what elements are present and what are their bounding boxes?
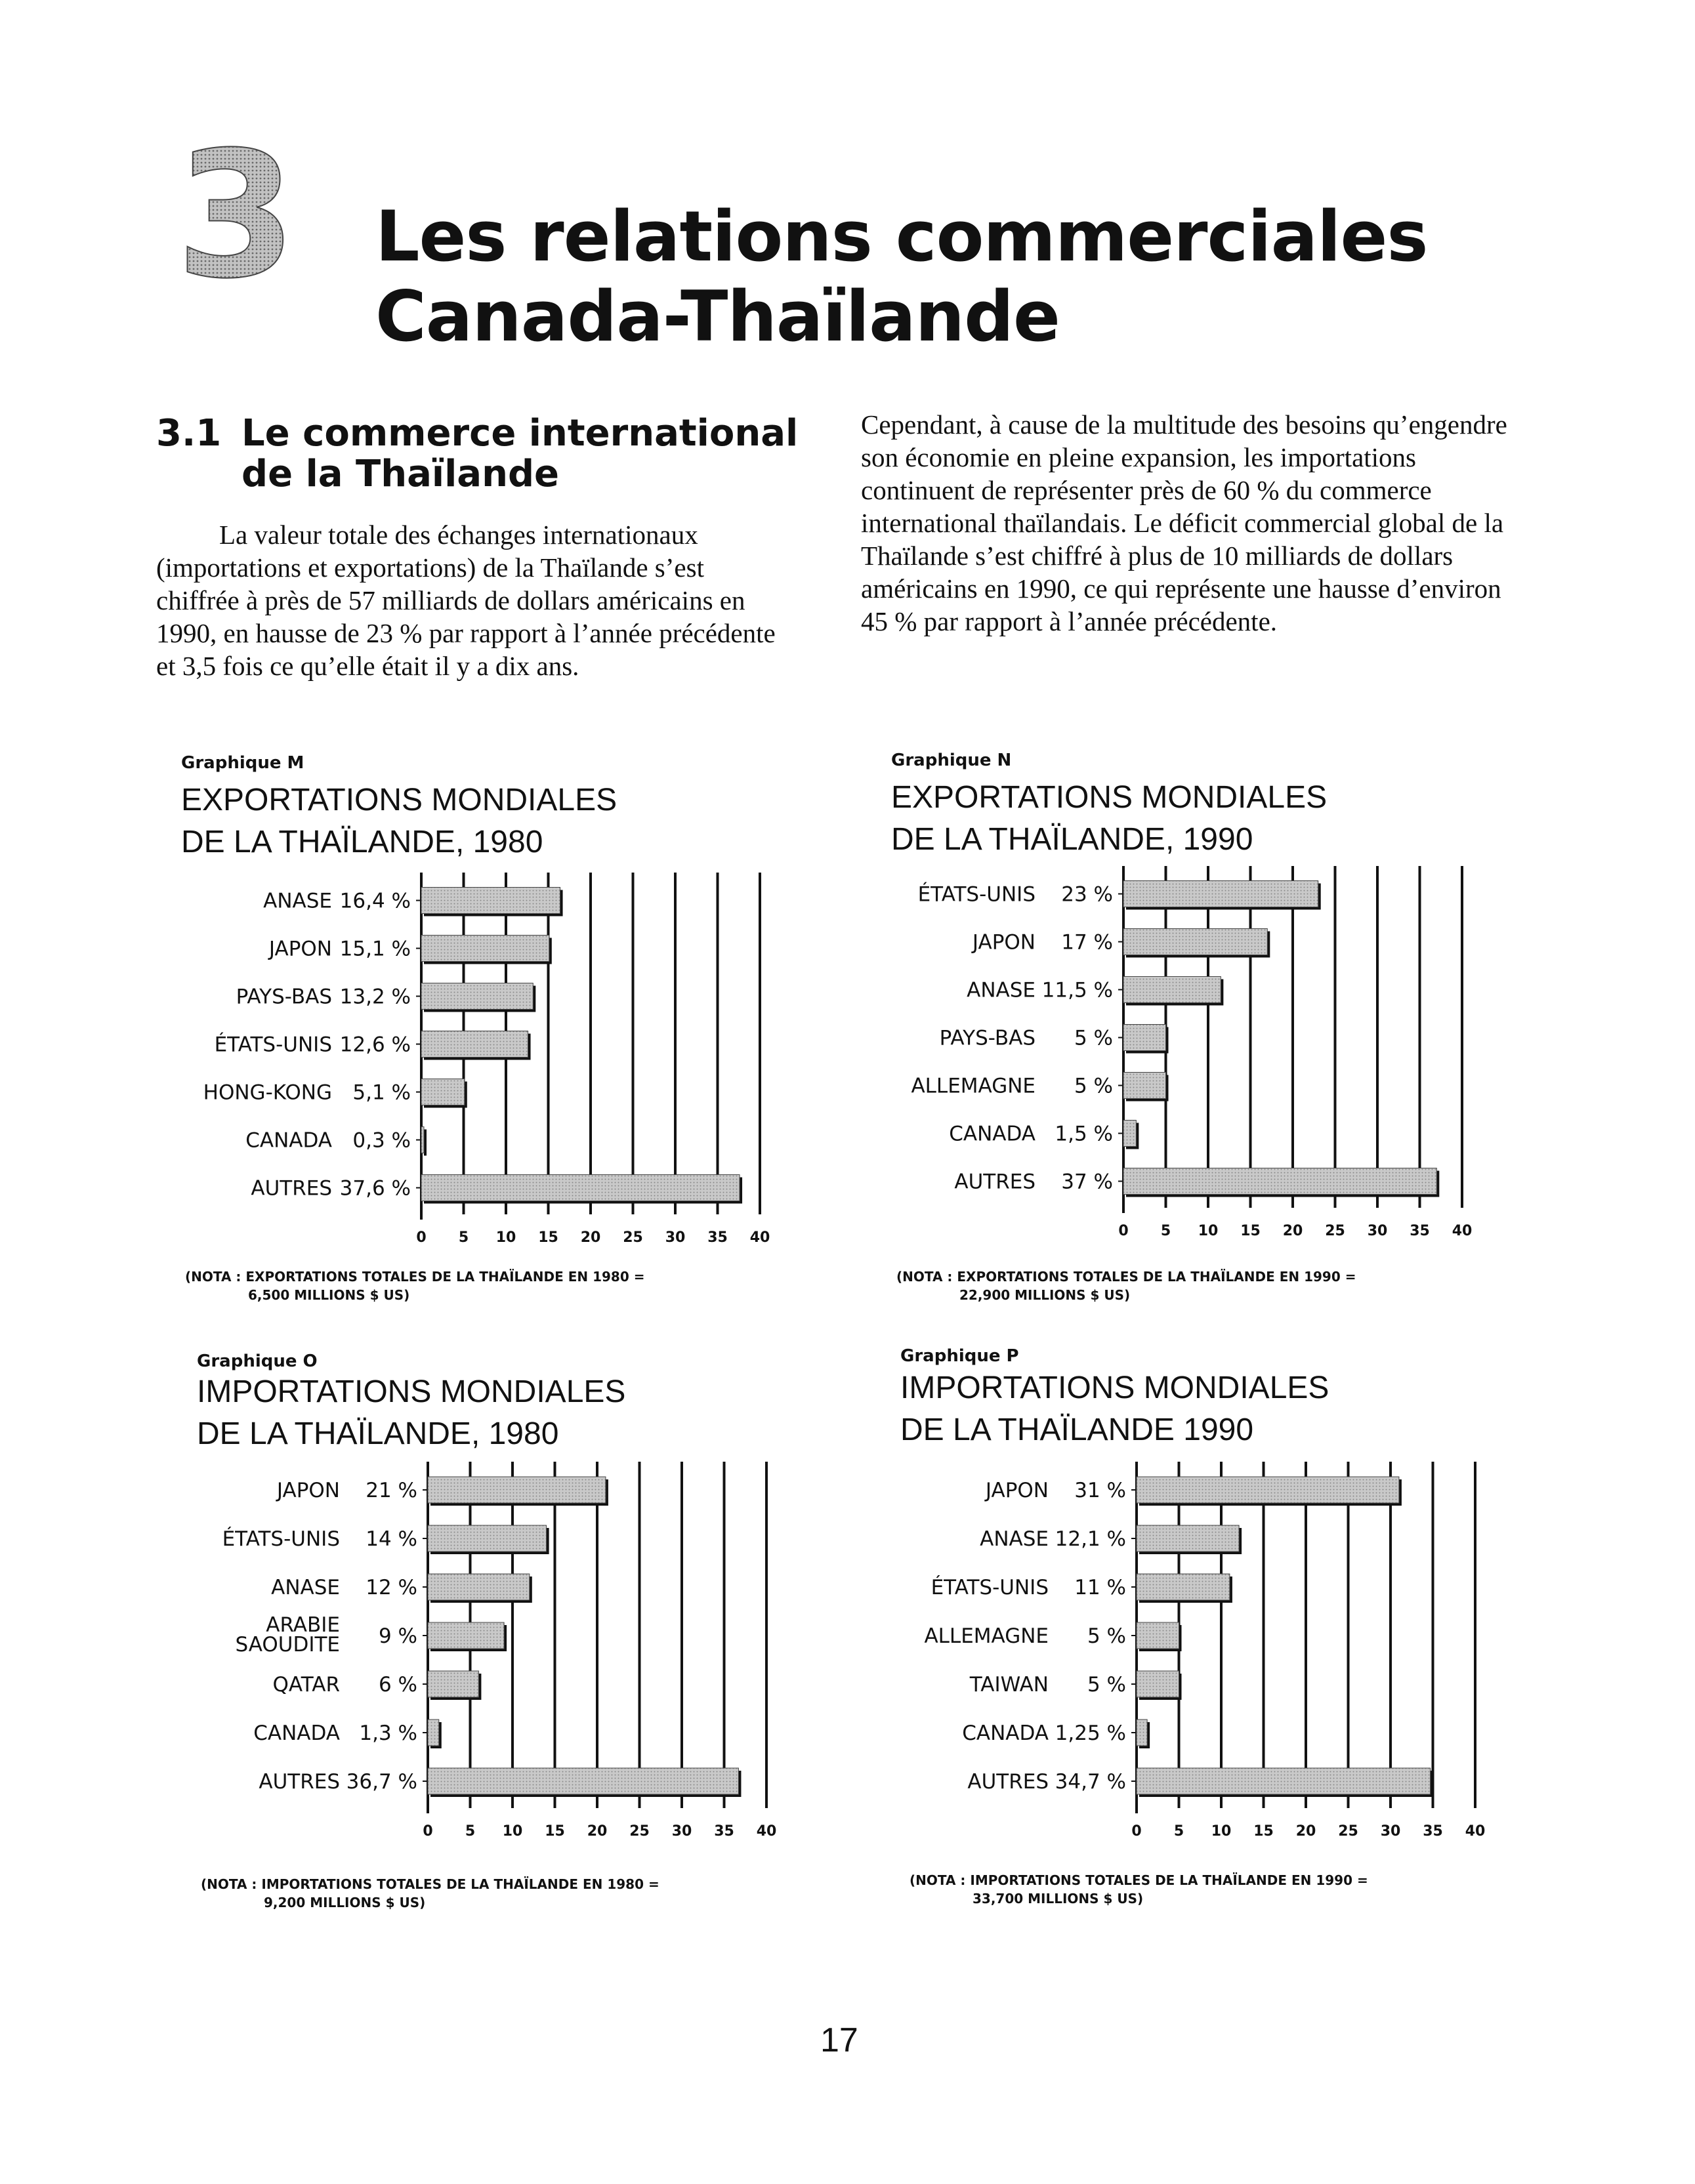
- chapter-number-graphic: [164, 141, 308, 292]
- chart-note: [185, 1267, 776, 1304]
- chart-note-line-1: (NOTA : IMPORTATIONS TOTALES DE LA THAÏLANDE EN 1990 =: [910, 1872, 1368, 1888]
- bar: [421, 936, 549, 962]
- category-label: CANADA: [962, 1721, 1049, 1745]
- bar: [421, 1031, 528, 1058]
- section-title-line-2: de la Thaïlande: [241, 453, 560, 495]
- category-label: ÉTATS-UNIS: [214, 1033, 332, 1057]
- x-tick-label: 0: [423, 1823, 433, 1840]
- chart-note-line-2: 22,900 MILLIONS $ US): [959, 1287, 1131, 1303]
- section-title: [241, 413, 798, 495]
- bar: [1123, 1168, 1436, 1195]
- category-label: ÉTATS-UNIS: [917, 882, 1036, 907]
- x-tick-label: 10: [1198, 1223, 1219, 1239]
- x-tick-label: 30: [1380, 1823, 1401, 1840]
- bar: [1137, 1671, 1179, 1697]
- chart-note: [896, 1267, 1487, 1304]
- value-label: 37,6 %: [339, 1176, 411, 1201]
- x-tick-label: 15: [545, 1823, 565, 1840]
- x-tick-label: 5: [458, 1229, 469, 1246]
- bar: [1137, 1622, 1179, 1649]
- chart-note: [910, 1871, 1500, 1908]
- chart-title-line-2: DE LA THAÏLANDE, 1980: [181, 825, 543, 859]
- x-tick-label: 5: [465, 1823, 476, 1840]
- bar: [1137, 1720, 1147, 1746]
- category-label: AUTRES: [259, 1770, 340, 1794]
- bar: [1123, 1025, 1166, 1051]
- x-tick-label: 0: [1118, 1223, 1129, 1239]
- value-label: 36,7 %: [346, 1770, 417, 1794]
- bar-chart-svg: [171, 866, 787, 1247]
- value-label: 16,4 %: [339, 889, 411, 913]
- bar-shadow: [424, 1130, 427, 1156]
- bar: [421, 1127, 424, 1153]
- category-label: CANADA: [949, 1122, 1036, 1146]
- chapter-title-line-2: Canada-Thaïlande: [375, 276, 1060, 357]
- bar: [1137, 1525, 1239, 1552]
- chart-title: [891, 777, 1469, 861]
- category-label: CANADA: [253, 1721, 340, 1745]
- x-tick-label: 25: [1338, 1823, 1358, 1840]
- category-label: CANADA: [245, 1128, 332, 1153]
- chart-title-line-1: EXPORTATIONS MONDIALES: [181, 783, 617, 817]
- value-label: 5 %: [1087, 1624, 1126, 1648]
- category-label: PAYS-BAS: [939, 1026, 1036, 1050]
- category-label: AUTRES: [967, 1770, 1049, 1794]
- bar: [428, 1768, 738, 1794]
- chart-title-line-2: DE LA THAÏLANDE, 1990: [891, 822, 1253, 857]
- value-label: 11,5 %: [1041, 978, 1113, 1002]
- value-label: 12,6 %: [339, 1033, 411, 1057]
- category-label: JAPON: [276, 1479, 340, 1502]
- value-label: 1,25 %: [1055, 1721, 1126, 1745]
- section-number: 3.1: [156, 412, 222, 455]
- category-label: AUTRES: [954, 1170, 1036, 1194]
- x-tick-label: 40: [1452, 1223, 1473, 1239]
- x-tick-label: 25: [1325, 1223, 1345, 1239]
- chart-note: [201, 1875, 791, 1912]
- value-label: 12 %: [366, 1576, 417, 1599]
- bar: [421, 888, 560, 914]
- chart-title: [181, 779, 759, 863]
- chapter-title-line-1: Les relations commerciales: [375, 196, 1428, 277]
- deficit-paragraph: Cependant, à cause de la multitude des besoins qu’engendre son économie en pleine expansion, les importations continuent de représenter près de 60 % du commerce international thaïlandais. Le déficit commercial global de la Thaïlande s’est chiffré à plus de 10 milliards de dollars américains en 1990, ce qui représente une hausse d’environ 45 % par rapport à l’année précédente.: [861, 409, 1507, 636]
- value-label: 9 %: [378, 1624, 417, 1648]
- chart-tag: Graphique P: [900, 1346, 1019, 1366]
- section-heading: [156, 413, 812, 495]
- x-tick-label: 0: [416, 1229, 427, 1246]
- x-tick-label: 20: [1282, 1223, 1303, 1239]
- value-label: 17 %: [1061, 930, 1113, 955]
- x-tick-label: 40: [749, 1229, 770, 1246]
- bar: [428, 1477, 606, 1503]
- value-label: 0,3 %: [352, 1128, 411, 1153]
- x-tick-label: 20: [1295, 1823, 1316, 1840]
- section-title-line-1: Le commerce international: [241, 412, 799, 455]
- x-tick-label: 10: [495, 1229, 516, 1246]
- x-tick-label: 15: [1253, 1823, 1274, 1840]
- x-tick-label: 15: [1240, 1223, 1261, 1239]
- chart-title: [900, 1367, 1478, 1451]
- category-label: ANASE: [980, 1527, 1049, 1551]
- intro-paragraph: La valeur totale des échanges internationaux (importations et exportations) de la Thaïlande s’est chiffrée à près de 57 milliards de dollars américains en 1990, en hausse de 23 % par rapport à l’année précédente et 3,5 fois ce qu’elle était il y a dix ans.: [156, 520, 776, 681]
- category-label: JAPON: [972, 930, 1036, 955]
- chart-note-line-1: (NOTA : EXPORTATIONS TOTALES DE LA THAÏLANDE EN 1980 =: [185, 1269, 645, 1285]
- bar: [1123, 1121, 1136, 1147]
- x-tick-label: 35: [714, 1823, 734, 1840]
- chart-note-line-2: 9,200 MILLIONS $ US): [264, 1895, 426, 1910]
- x-tick-label: 35: [1423, 1823, 1443, 1840]
- chart-tag: Graphique N: [891, 751, 1012, 770]
- category-label: SAOUDITE: [235, 1633, 340, 1657]
- bar: [1137, 1574, 1230, 1600]
- bar-chart-svg: [873, 859, 1490, 1240]
- value-label: 15,1 %: [339, 937, 411, 961]
- value-label: 37 %: [1061, 1170, 1113, 1194]
- category-label: ALLEMAGNE: [924, 1624, 1049, 1648]
- x-tick-label: 20: [580, 1229, 601, 1246]
- category-label: ANASE: [271, 1576, 340, 1599]
- page-number: 17: [820, 2021, 858, 2059]
- value-label: 31 %: [1074, 1479, 1126, 1502]
- value-label: 5 %: [1087, 1673, 1126, 1697]
- category-label: ÉTATS-UNIS: [931, 1576, 1049, 1599]
- chapter-number: 3: [175, 141, 297, 292]
- category-label: ARABIE: [266, 1613, 340, 1637]
- x-tick-label: 0: [1131, 1823, 1142, 1840]
- x-tick-label: 35: [1410, 1223, 1430, 1239]
- category-label: ALLEMAGNE: [911, 1074, 1036, 1098]
- bar: [428, 1574, 530, 1600]
- chart-tag: Graphique M: [181, 753, 304, 773]
- category-label: ÉTATS-UNIS: [222, 1527, 340, 1551]
- bar: [1137, 1768, 1431, 1794]
- x-tick-label: 40: [1465, 1823, 1486, 1840]
- bar: [421, 1079, 465, 1105]
- x-tick-label: 10: [502, 1823, 523, 1840]
- x-tick-label: 40: [756, 1823, 777, 1840]
- chart-note-line-2: 33,700 MILLIONS $ US): [973, 1891, 1144, 1906]
- x-tick-label: 15: [538, 1229, 558, 1246]
- x-tick-label: 30: [671, 1823, 692, 1840]
- x-tick-label: 20: [587, 1823, 608, 1840]
- chapter-title: [375, 197, 1622, 357]
- category-label: QATAR: [272, 1673, 340, 1697]
- chart-note-line-1: (NOTA : EXPORTATIONS TOTALES DE LA THAÏLANDE EN 1990 =: [896, 1269, 1356, 1285]
- chart-title: [197, 1371, 774, 1455]
- bar-chart-svg: [886, 1455, 1503, 1855]
- bar: [428, 1525, 547, 1552]
- bar: [1123, 881, 1318, 907]
- value-label: 5 %: [1074, 1074, 1113, 1098]
- x-tick-label: 5: [1173, 1823, 1184, 1840]
- x-tick-label: 35: [707, 1229, 728, 1246]
- bar: [428, 1720, 439, 1746]
- value-label: 6 %: [378, 1673, 417, 1697]
- value-label: 1,5 %: [1055, 1122, 1113, 1146]
- bar: [428, 1622, 504, 1649]
- x-tick-label: 30: [665, 1229, 686, 1246]
- bar: [421, 1175, 740, 1201]
- value-label: 1,3 %: [359, 1721, 417, 1745]
- bar: [1123, 1073, 1166, 1099]
- value-label: 5 %: [1074, 1026, 1113, 1050]
- category-label: TAIWAN: [969, 1673, 1049, 1697]
- x-tick-label: 10: [1211, 1823, 1232, 1840]
- chart-title-line-2: DE LA THAÏLANDE, 1980: [197, 1416, 559, 1451]
- value-label: 13,2 %: [339, 985, 411, 1009]
- value-label: 21 %: [366, 1479, 417, 1502]
- chart-note-line-2: 6,500 MILLIONS $ US): [248, 1287, 410, 1303]
- value-label: 23 %: [1061, 882, 1113, 907]
- bar: [428, 1671, 478, 1697]
- chart-title-line-1: IMPORTATIONS MONDIALES: [900, 1370, 1329, 1405]
- x-tick-label: 25: [629, 1823, 650, 1840]
- value-label: 12,1 %: [1055, 1527, 1126, 1551]
- x-tick-label: 5: [1160, 1223, 1171, 1239]
- category-label: AUTRES: [251, 1176, 332, 1201]
- x-tick-label: 25: [623, 1229, 643, 1246]
- chart-title-line-2: DE LA THAÏLANDE 1990: [900, 1412, 1254, 1447]
- value-label: 34,7 %: [1055, 1770, 1126, 1794]
- bar: [1137, 1477, 1399, 1503]
- value-label: 14 %: [366, 1527, 417, 1551]
- chart-tag: Graphique O: [197, 1351, 318, 1371]
- x-tick-label: 30: [1367, 1223, 1388, 1239]
- chart-note-line-1: (NOTA : IMPORTATIONS TOTALES DE LA THAÏLANDE EN 1980 =: [201, 1876, 659, 1892]
- category-label: JAPON: [268, 937, 332, 961]
- bar: [1123, 929, 1267, 955]
- category-label: ANASE: [967, 978, 1036, 1002]
- category-label: HONG-KONG: [203, 1081, 332, 1105]
- chart-title-line-1: IMPORTATIONS MONDIALES: [197, 1374, 626, 1409]
- value-label: 5,1 %: [352, 1081, 411, 1105]
- category-label: PAYS-BAS: [236, 985, 332, 1009]
- bar: [421, 983, 533, 1010]
- bar-chart-svg: [177, 1455, 794, 1862]
- bar: [1123, 977, 1221, 1003]
- category-label: ANASE: [263, 889, 332, 913]
- category-label: JAPON: [985, 1479, 1049, 1502]
- value-label: 11 %: [1074, 1576, 1126, 1599]
- chart-title-line-1: EXPORTATIONS MONDIALES: [891, 780, 1328, 815]
